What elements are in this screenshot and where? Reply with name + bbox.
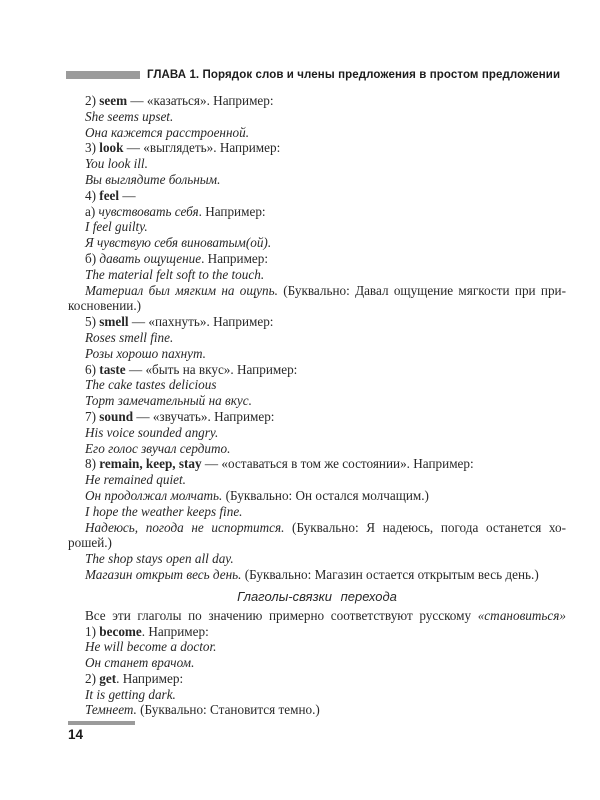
text-line xyxy=(68,409,566,425)
section-heading: Глаголы-связки перехода xyxy=(237,588,397,604)
example-text: The cake tastes delicious xyxy=(85,377,217,393)
text-line xyxy=(68,551,566,567)
text-segment: 7) xyxy=(85,408,100,424)
text-line xyxy=(68,472,566,488)
example-text: He will become a doctor. xyxy=(85,639,217,655)
chapter-header-bar xyxy=(66,71,140,79)
text-segment: 5) xyxy=(85,314,100,330)
text-segment: — «быть на вкус». Например: xyxy=(125,361,298,377)
text-segment: — «пахнуть». Например: xyxy=(128,314,274,330)
text-line xyxy=(68,188,566,204)
text-segment: 6) xyxy=(85,361,100,377)
text-line xyxy=(68,140,566,156)
example-text: давать ощущение xyxy=(99,250,202,266)
text-line xyxy=(68,298,566,314)
example-text: чувствовать себя xyxy=(98,203,199,219)
example-text: He remained quiet. xyxy=(85,472,186,488)
text-line xyxy=(68,456,566,472)
text-segment: . Например: xyxy=(201,250,269,266)
text-line xyxy=(68,172,566,188)
text-segment: 8) xyxy=(85,456,100,472)
example-text: Он продолжал молчать. xyxy=(85,487,223,503)
text-line xyxy=(68,156,566,172)
example-text: «становиться» xyxy=(477,607,566,623)
text-line xyxy=(68,655,566,671)
page-number: 14 xyxy=(68,727,84,742)
example-text: You look ill. xyxy=(85,156,148,172)
text-segment: — «оставаться в том же состоянии». Например: xyxy=(201,456,474,472)
book-page-content xyxy=(68,69,566,718)
text-line xyxy=(68,504,566,520)
text-line xyxy=(68,377,566,393)
example-text: Материал был мягким на ощупь. xyxy=(85,282,278,298)
text-line xyxy=(68,125,566,141)
verb-term: remain, keep, stay xyxy=(99,456,202,472)
text-segment: (Буквально: Я надеюсь, погода останется хо- xyxy=(284,519,567,535)
text-segment: . Например: xyxy=(141,623,209,639)
text-line xyxy=(68,488,566,504)
example-text: The material felt soft to the touch. xyxy=(85,266,265,282)
example-text: Торт замечательный на вкус. xyxy=(85,393,252,409)
text-segment: косновении.) xyxy=(68,298,142,314)
verb-term: become xyxy=(99,623,142,639)
text-segment: . Например: xyxy=(198,203,266,219)
text-line xyxy=(68,219,566,235)
example-text: Розы хорошо пахнут. xyxy=(85,345,206,361)
body-part-2 xyxy=(68,608,566,719)
text-line xyxy=(68,520,566,536)
verb-term: sound xyxy=(99,408,134,424)
example-text: Она кажется расстроенной. xyxy=(85,124,249,140)
text-line xyxy=(68,687,566,703)
chapter-title: ГЛАВА 1. Порядок слов и члены предложения в простом предложении xyxy=(147,69,561,81)
chapter-header xyxy=(66,69,566,81)
text-segment: — «выглядеть». Например: xyxy=(123,140,281,156)
text-segment: 2) xyxy=(85,93,100,108)
text-line xyxy=(68,624,566,640)
text-line xyxy=(68,425,566,441)
body-part-1 xyxy=(68,93,566,583)
text-line xyxy=(68,204,566,220)
text-line xyxy=(68,639,566,655)
text-line xyxy=(68,362,566,378)
text-segment: . Например: xyxy=(116,670,184,686)
verb-term: feel xyxy=(99,187,120,203)
text-segment: — «казаться». Например: xyxy=(127,93,274,108)
example-text: His voice sounded angry. xyxy=(85,424,219,440)
text-line xyxy=(68,671,566,687)
text-line xyxy=(68,346,566,362)
footer-bar xyxy=(68,721,135,725)
text-line xyxy=(68,93,566,109)
text-line xyxy=(68,441,566,457)
text-segment: 2) xyxy=(85,670,100,686)
text-line xyxy=(68,702,566,718)
text-line xyxy=(68,393,566,409)
example-text: Его голос звучал сердито. xyxy=(85,440,231,456)
text-segment: — xyxy=(119,187,136,203)
example-text: She seems upset. xyxy=(85,108,174,124)
example-text: I feel guilty. xyxy=(85,219,148,235)
verb-term: taste xyxy=(99,361,126,377)
text-line xyxy=(68,251,566,267)
text-segment: 4) xyxy=(85,187,100,203)
text-segment: (Буквально: Становится темно.) xyxy=(136,702,320,718)
text-line xyxy=(68,535,566,551)
text-line xyxy=(68,283,566,299)
text-line xyxy=(68,330,566,346)
text-line xyxy=(68,235,566,251)
text-segment: 3) xyxy=(85,140,100,156)
verb-term: look xyxy=(99,140,124,156)
verb-term: get xyxy=(99,670,117,686)
example-text: I hope the weather keeps fine. xyxy=(85,503,243,519)
text-line xyxy=(68,314,566,330)
example-text: Темнеет. xyxy=(85,702,137,718)
text-segment: (Буквально: Он остался молчащим.) xyxy=(222,487,429,503)
text-segment: б) xyxy=(85,250,100,266)
example-text: Надеюсь, погода не испортится. xyxy=(85,519,285,535)
text-line xyxy=(68,567,566,583)
text-segment: (Буквально: Давал ощущение мягкости при при- xyxy=(277,282,566,298)
verb-term: smell xyxy=(99,314,129,330)
text-segment: Все эти глаголы по значению примерно соответствуют русскому xyxy=(85,607,478,623)
example-text: The shop stays open all day. xyxy=(85,551,234,567)
text-segment: 1) xyxy=(85,623,100,639)
example-text: Roses smell fine. xyxy=(85,329,174,345)
example-text: Он станет врачом. xyxy=(85,655,195,671)
text-segment: рошей.) xyxy=(68,535,112,551)
text-segment: (Буквально: Магазин остается открытым весь день.) xyxy=(241,566,539,582)
text-line xyxy=(68,109,566,125)
example-text: It is getting dark. xyxy=(85,686,176,702)
text-line xyxy=(68,267,566,283)
example-text: Я чувствую себя виноватым(ой). xyxy=(85,235,272,251)
verb-term: seem xyxy=(99,93,128,108)
example-text: Магазин открыт весь день. xyxy=(85,566,242,582)
text-segment: а) xyxy=(85,203,99,219)
text-line xyxy=(68,608,566,624)
example-text: Вы выглядите больным. xyxy=(85,171,221,187)
text-segment: — «звучать». Например: xyxy=(133,408,275,424)
